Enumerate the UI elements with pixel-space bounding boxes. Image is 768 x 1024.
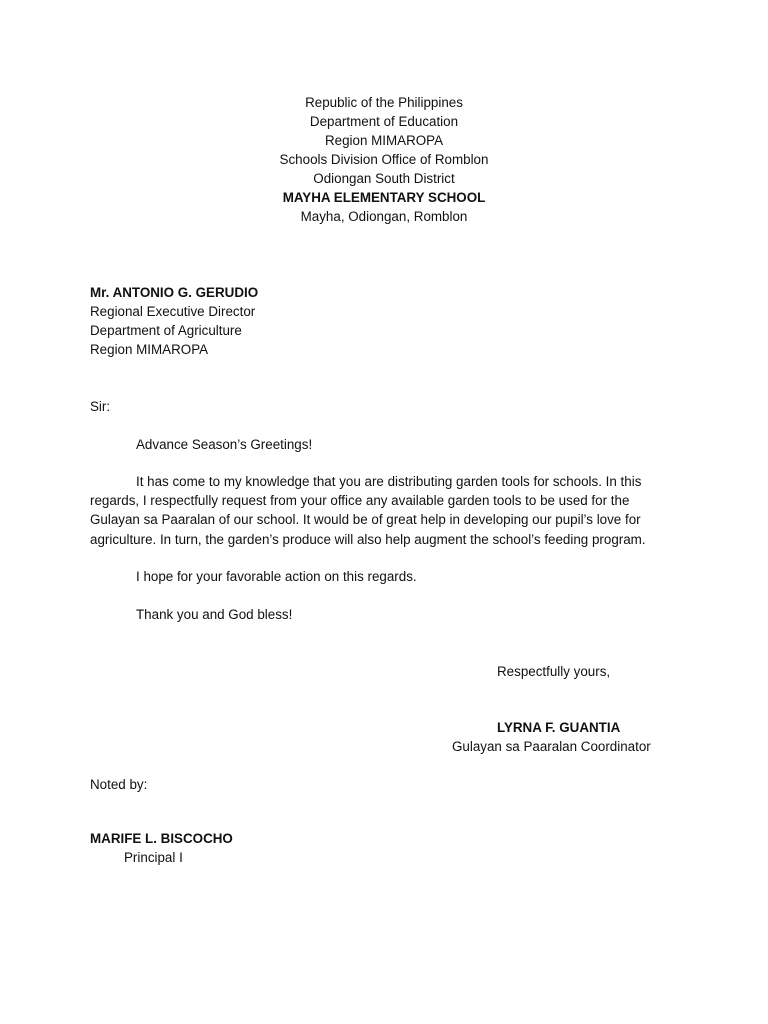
signatory-title: Gulayan sa Paaralan Coordinator [452, 739, 651, 754]
greeting-line: Advance Season’s Greetings! [136, 437, 313, 452]
letterhead-address: Mayha, Odiongan, Romblon [300, 209, 468, 224]
noted-title: Principal I [124, 850, 183, 865]
letterhead-department: Department of Education [309, 114, 459, 129]
letterhead-school-name: MAYHA ELEMENTARY SCHOOL [282, 190, 486, 205]
signatory-name: LYRNA F. GUANTIA [497, 720, 621, 735]
closing-line: Respectfully yours, [497, 664, 611, 679]
noted-by-label: Noted by: [90, 777, 148, 792]
body-paragraph-request: It has come to my knowledge that you are distributing garden tools for schools. In this regards, I respectfully request from your office any available garden tools to be used for the Gulayan sa Paaralan of our school. It would be of great help in developing our pupil’s love for agriculture. In turn, the garden’s produce will also help augment the school’s feeding program. [90, 474, 646, 547]
salutation: Sir: [90, 399, 111, 414]
letterhead-region: Region MIMAROPA [324, 133, 444, 148]
body-paragraph-thanks: Thank you and God bless! [136, 607, 293, 622]
recipient-department: Department of Agriculture [90, 323, 242, 338]
letterhead-district: Odiongan South District [313, 171, 455, 186]
body-paragraph-hope: I hope for your favorable action on this regards. [136, 569, 417, 584]
letterhead-republic: Republic of the Philippines [305, 95, 463, 110]
recipient-title: Regional Executive Director [90, 304, 256, 319]
recipient-region: Region MIMAROPA [90, 342, 209, 357]
letterhead-division: Schools Division Office of Romblon [279, 152, 489, 167]
noted-name: MARIFE L. BISCOCHO [90, 831, 233, 846]
recipient-name: Mr. ANTONIO G. GERUDIO [90, 285, 259, 300]
